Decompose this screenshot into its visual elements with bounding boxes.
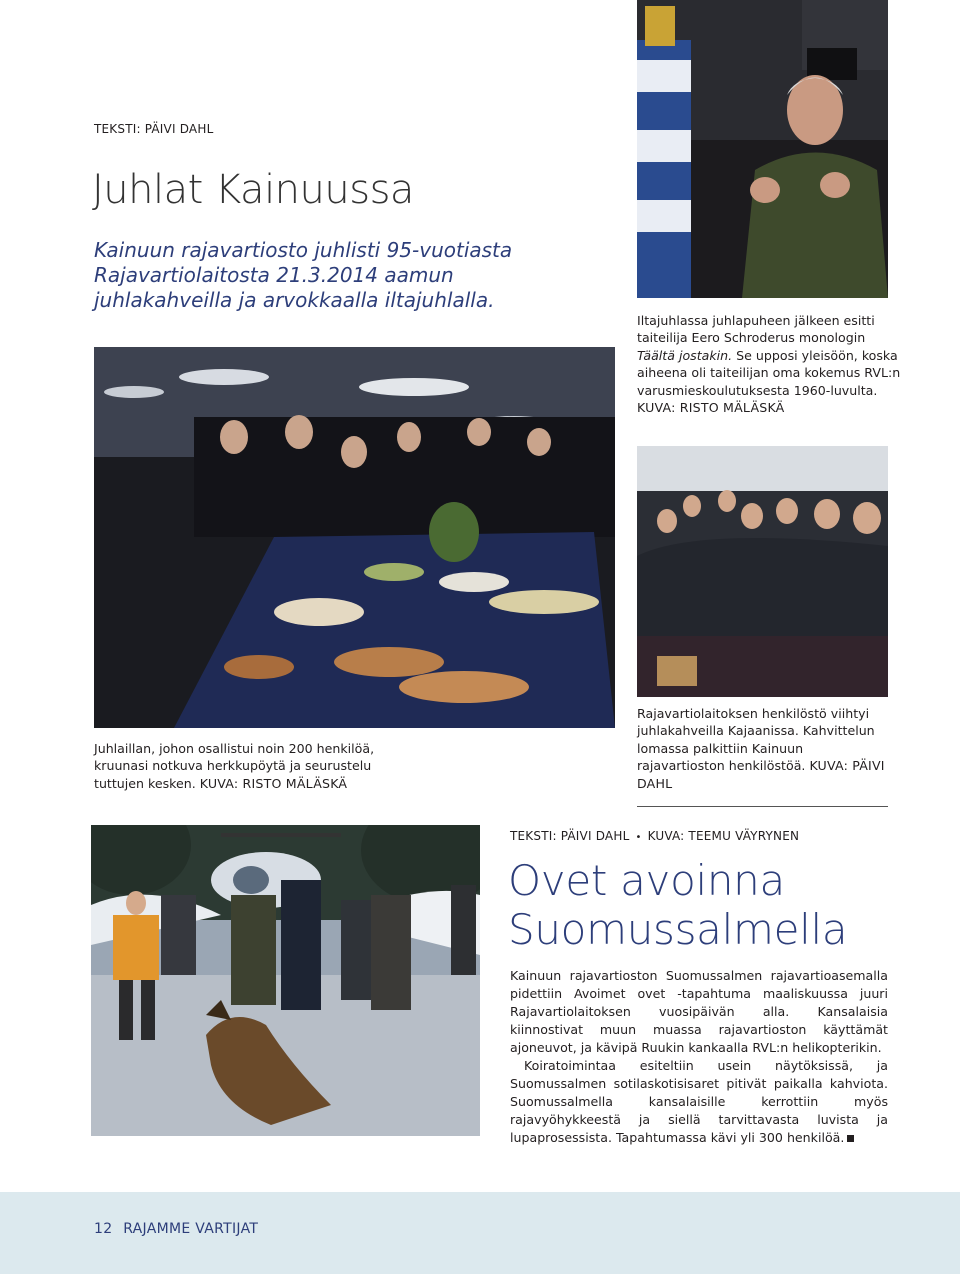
article2-byline [510, 829, 799, 843]
caption-monologue-text: Iltajuhlassa juhlapuheen jälkeen esitti taiteilija Eero Schroderus monologin [637, 313, 875, 346]
caption-buffet [94, 740, 424, 792]
caption-buffet-text: Juhlaillan, johon osallistui noin 200 henkilöä, kruunasi notkuva herkkupöytä ja seurustelu tuttujen kesken. [94, 741, 375, 791]
end-of-article-mark [847, 1135, 854, 1142]
caption-monologue [637, 312, 902, 416]
photo-credit: KUVA: PÄIVI DAHL [637, 758, 885, 791]
byline-separator: • [635, 832, 642, 843]
magazine-name: RAJAMME VARTIJAT [123, 1221, 259, 1237]
article2-paragraph: Kainuun rajavartioston Suomussalmen rajavartioasemalla pidettiin Avoimet ovet -tapahtuma maaliskuussa juuri Rajavartiolaitoksen vuosipäivän alla. Kansalaisia kiinnostivat muun muassa rajavartioston käyttämät ajoneuvot, ja kävipä Ruukin kankaalla RVL:n helikopterikin. [510, 968, 888, 1055]
caption-audience [637, 705, 893, 792]
photo-monologue [637, 0, 888, 298]
article2-photographer: KUVA: TEEMU VÄYRYNEN [647, 829, 800, 843]
section-divider [637, 806, 888, 807]
caption-monologue-text-2: Se upposi yleisöön, koska aiheena oli taiteilijan oma kokemus RVL:n varusmieskoulutuksesta 1960-luvulta. [637, 347, 901, 398]
article2-title-line2: Suomussalmella [508, 905, 848, 954]
photo-buffet [94, 347, 615, 728]
article2-paragraph-last [510, 1057, 888, 1147]
article2-body [510, 967, 888, 1147]
footer-folio [94, 1221, 258, 1237]
photo-credit: KUVA: RISTO MÄLÄSKÄ [199, 775, 348, 791]
monologue-title: Täältä jostakin. [637, 347, 733, 363]
article1-lead: Kainuun rajavartiosto juhlisti 95-vuotiasta Rajavartiolaitosta 21.3.2014 aamun juhlakahveilla ja arvokkaalla iltajuhlalla. [94, 238, 513, 312]
article2-author: TEKSTI: PÄIVI DAHL [510, 829, 630, 843]
article2-title-line1: Ovet avoinna [508, 856, 785, 905]
photo-open-doors [91, 825, 480, 1136]
article2-paragraph-text: Koiratoimintaa esiteltiin usein näytöksissä, ja Suomussalmen sotilaskotisisaret pitivät paikalla kahviota. Suomussalmella kansalaisille kerrottiin myös rajavyöhykkeestä ja siellä tarvittavasta luvista ja lupaprosessista. Tapahtumassa kävi yli 300 henkilöä. [510, 1058, 888, 1145]
caption-audience-text: Rajavartiolaitoksen henkilöstö viihtyi juhlakahveilla Kajaanissa. Kahvittelun lomassa palkittiin Kainuun rajavartioston henkilöstöä. [637, 706, 875, 774]
photo-credit: KUVA: RISTO MÄLÄSKÄ [637, 400, 785, 416]
article2-title [508, 856, 898, 954]
article1-title: Juhlat Kainuussa [92, 167, 414, 213]
article1-byline: TEKSTI: PÄIVI DAHL [94, 122, 214, 136]
page-number: 12 [94, 1221, 113, 1237]
photo-audience [637, 446, 888, 697]
